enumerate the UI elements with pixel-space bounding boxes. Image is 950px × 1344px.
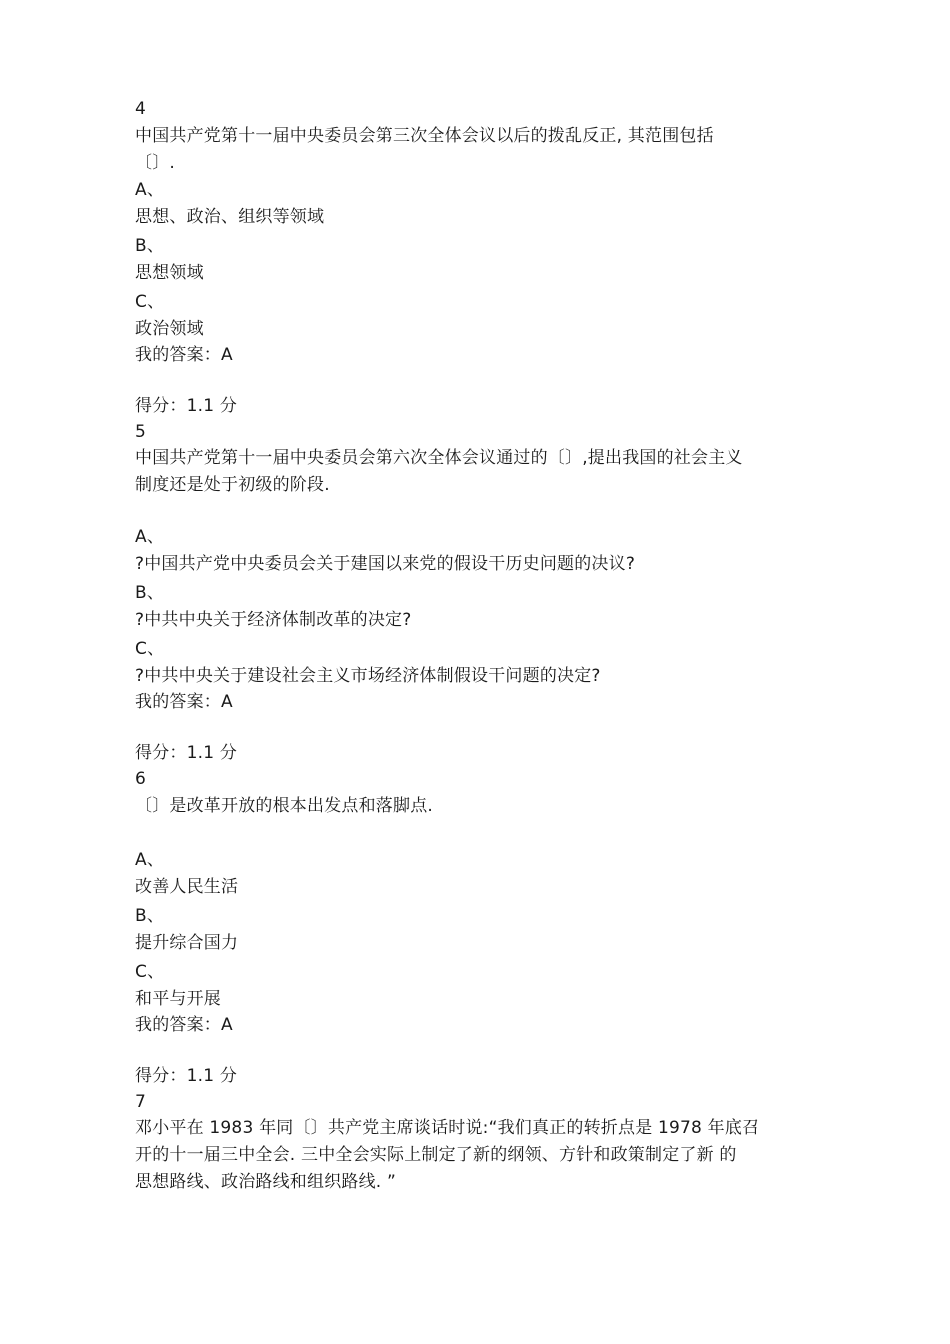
option-label: B、 bbox=[135, 236, 165, 256]
option-text: 政治领域 bbox=[135, 319, 204, 339]
option-label: A、 bbox=[135, 180, 165, 200]
option-text: 改善人民生活 bbox=[135, 877, 239, 897]
option-label: A、 bbox=[135, 850, 165, 870]
score: 得分：1.1 分 bbox=[135, 1066, 238, 1086]
question-text-line: 中国共产党第十一届中央委员会第三次全体会议以后的拨乱反正, 其范围包括 bbox=[135, 126, 714, 146]
my-answer: 我的答案：A bbox=[135, 345, 233, 365]
option-text: 和平与开展 bbox=[135, 989, 221, 1009]
option-text: ?中共中央关于建设社会主义市场经济体制假设干问题的决定? bbox=[135, 666, 601, 686]
question-text-line: 中国共产党第十一届中央委员会第六次全体会议通过的〔〕,提出我国的社会主义 bbox=[135, 448, 743, 468]
question-text bbox=[135, 1115, 825, 1196]
question-text bbox=[135, 793, 825, 820]
question-text-line: 思想路线、政治路线和组织路线. ” bbox=[135, 1172, 397, 1192]
option-text: ?中共中央关于经济体制改革的决定? bbox=[135, 610, 412, 630]
question-number: 5 bbox=[135, 422, 147, 442]
question-number: 7 bbox=[135, 1092, 147, 1112]
question-text-line: 开的十一届三中全会. 三中全会实际上制定了新的纲领、方针和政策制定了新 的 bbox=[135, 1145, 737, 1165]
my-answer: 我的答案：A bbox=[135, 1015, 233, 1035]
question-number: 4 bbox=[135, 99, 147, 119]
score: 得分：1.1 分 bbox=[135, 743, 238, 763]
option-label: C、 bbox=[135, 292, 165, 312]
document-page bbox=[135, 0, 825, 1344]
option-label: B、 bbox=[135, 583, 165, 603]
option-label: B、 bbox=[135, 906, 165, 926]
option-text: ?中国共产党中央委员会关于建国以来党的假设干历史问题的决议? bbox=[135, 554, 636, 574]
question-text bbox=[135, 445, 825, 499]
question-text-line: 邓小平在 1983 年同〔〕共产党主席谈话时说:“我们真正的转折点是 1978 年底召 bbox=[135, 1118, 760, 1138]
question-text bbox=[135, 123, 825, 177]
option-label: A、 bbox=[135, 527, 165, 547]
option-text: 提升综合国力 bbox=[135, 933, 239, 953]
option-label: C、 bbox=[135, 639, 165, 659]
option-label: C、 bbox=[135, 962, 165, 982]
option-text: 思想领域 bbox=[135, 263, 204, 283]
option-text: 思想、政治、组织等领域 bbox=[135, 207, 325, 227]
question-text-line: 〔〕. bbox=[135, 153, 176, 173]
score: 得分：1.1 分 bbox=[135, 396, 238, 416]
question-number: 6 bbox=[135, 769, 147, 789]
my-answer: 我的答案：A bbox=[135, 692, 233, 712]
question-text-line: 〔〕是改革开放的根本出发点和落脚点. bbox=[135, 796, 434, 816]
question-text-line: 制度还是处于初级的阶段. bbox=[135, 475, 330, 495]
